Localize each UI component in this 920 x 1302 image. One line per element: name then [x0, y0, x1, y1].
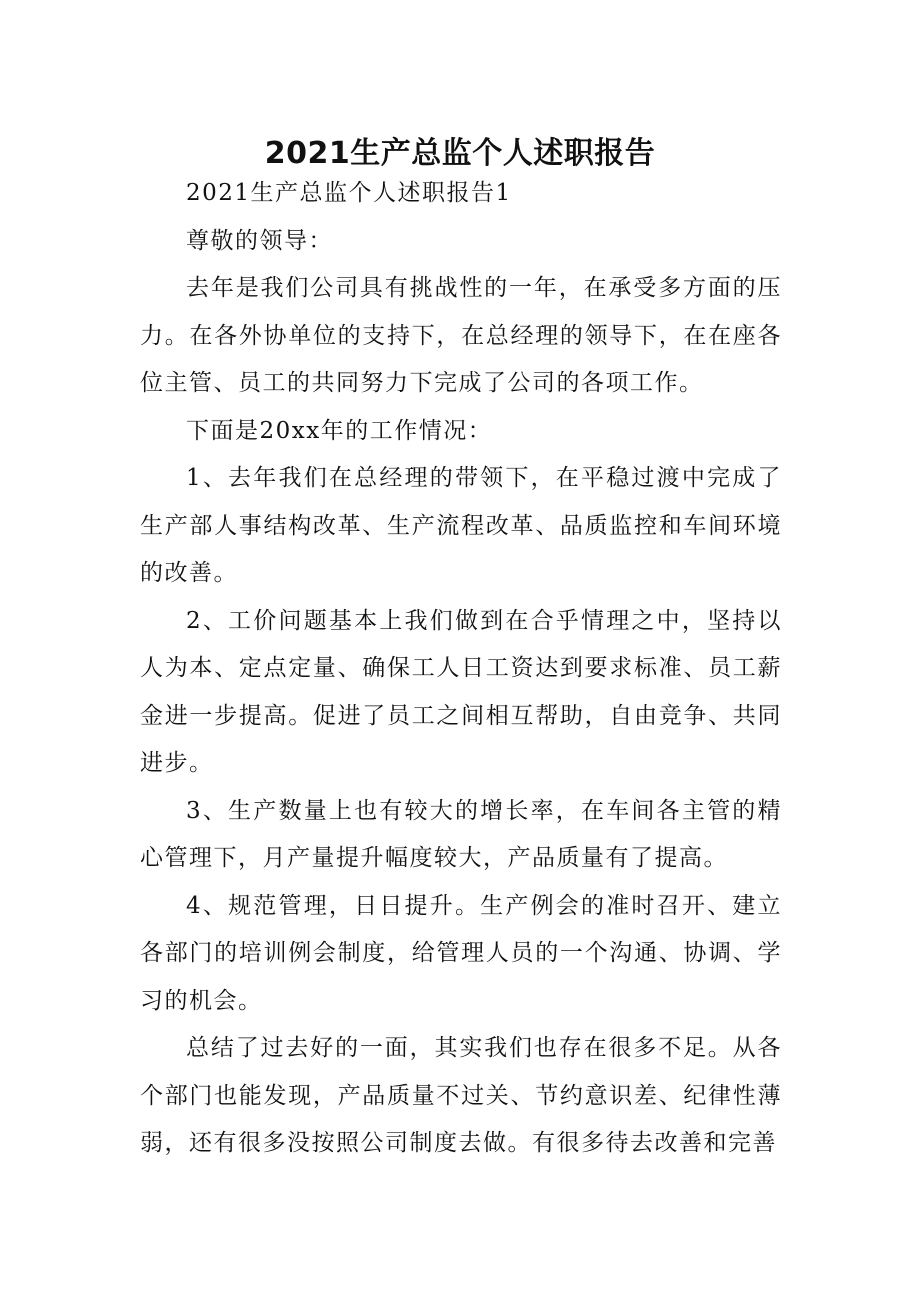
paragraph-salutation: 尊敬的领导：	[186, 227, 333, 254]
paragraph-work-overview: 下面是20xx年的工作情况：	[186, 417, 493, 444]
paragraph-intro: 去年是我们公司具有挑战性的一年，在承受多方面的压力。在各外协单位的支持下，在总经理的领导下，在在座各位主管、员工的共同努力下完成了公司的各项工作。	[140, 275, 782, 396]
paragraph-subtitle: 2021生产总监个人述职报告1	[186, 180, 512, 206]
paragraph-item-3: 3、生产数量上也有较大的增长率，在车间各主管的精心管理下，月产量提升幅度较大，产品质量有了提高。	[140, 797, 782, 871]
document-title: 2021生产总监个人述职报告	[264, 136, 656, 172]
document-body	[140, 170, 782, 1168]
paragraph-item-1: 1、去年我们在总经理的带领下，在平稳过渡中完成了生产部人事结构改革、生产流程改革、品质监控和车间环境的改善。	[140, 465, 782, 586]
paragraph-item-4: 4、规范管理，日日提升。生产例会的准时召开、建立各部门的培训例会制度，给管理人员的一个沟通、协调、学习的机会。	[140, 892, 782, 1014]
paragraph-summary: 总结了过去好的一面，其实我们也存在很多不足。从各个部门也能发现，产品质量不过关、节约意识差、纪律性薄弱，还有很多没按照公司制度去做。有很多待去改善和完善	[140, 1035, 782, 1156]
paragraph-item-2: 2、工价问题基本上我们做到在合乎情理之中，坚持以人为本、定点定量、确保工人日工资达到要求标准、员工薪金进一步提高。促进了员工之间相互帮助，自由竞争、共同进步。	[140, 607, 782, 776]
